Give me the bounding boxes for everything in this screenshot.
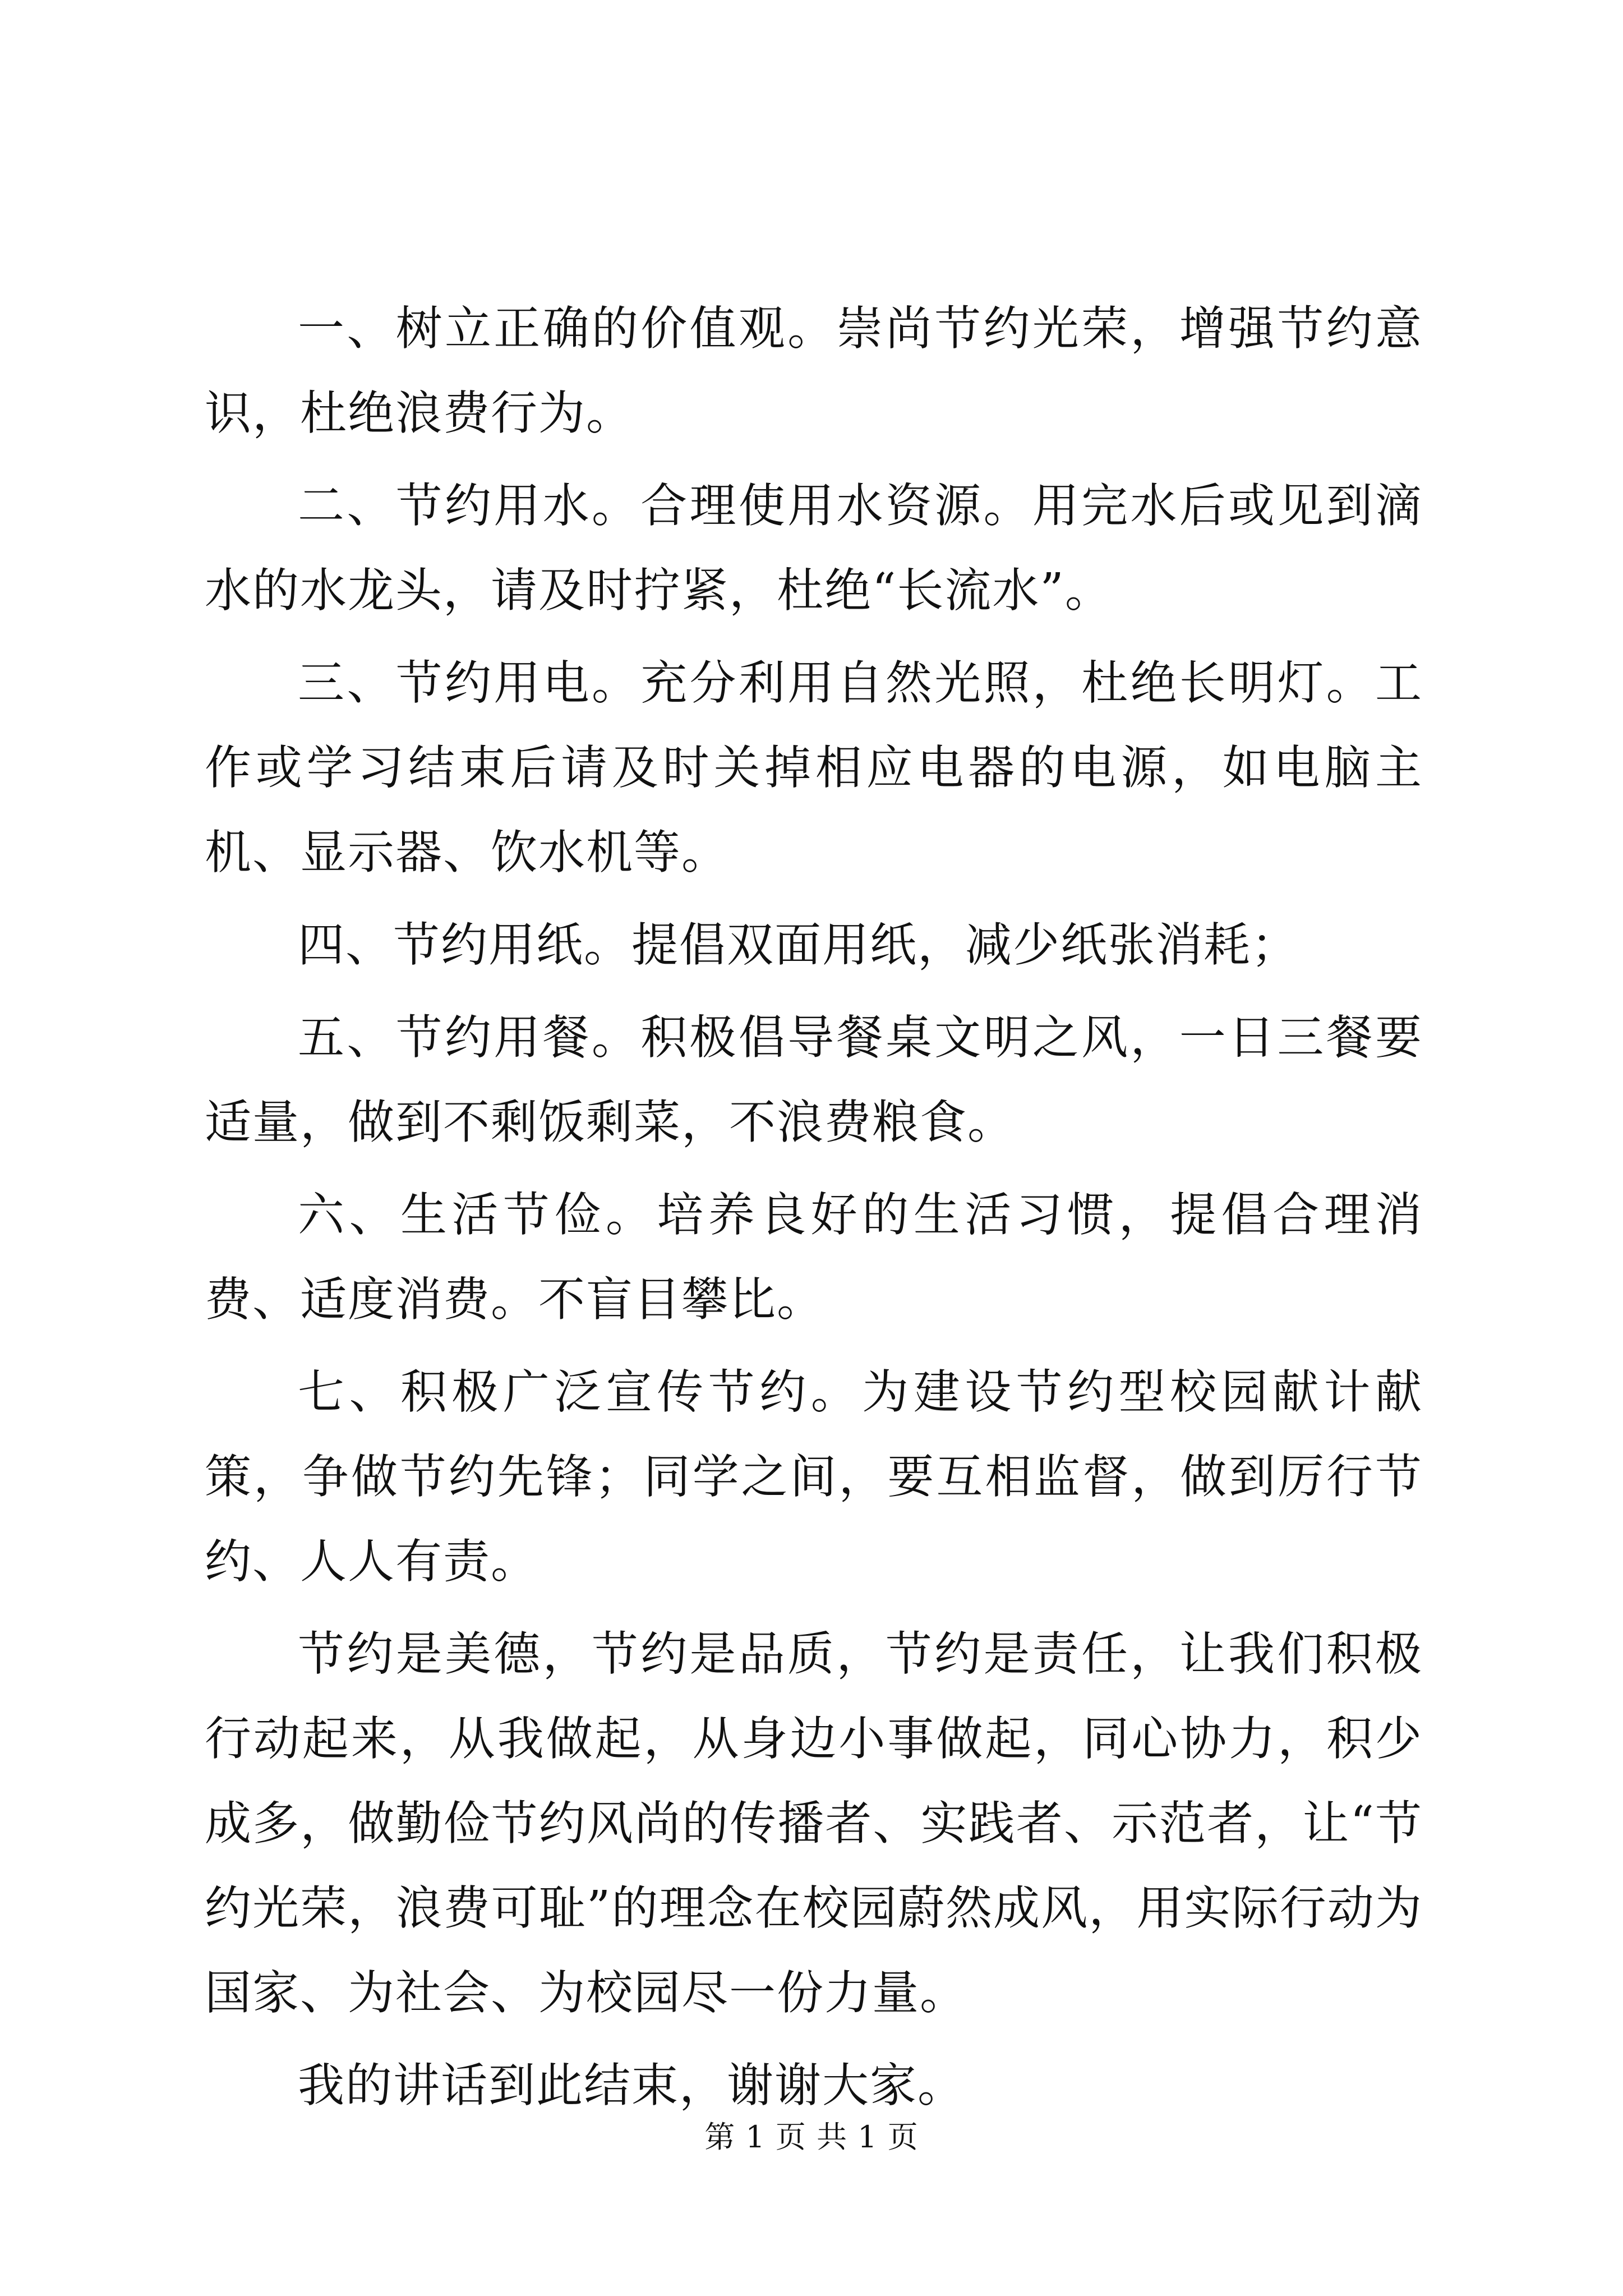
paragraph-9: 我的讲话到此结束，谢谢大家。 xyxy=(298,2058,965,2113)
paragraph-2: 二、节约用水。合理使用水资源。用完水后或见到滴水的水龙头，请及时拧紧，杜绝“长流水”。 xyxy=(205,478,1423,618)
paragraph-7: 七、积极广泛宣传节约。为建设节约型校园献计献策，争做节约先锋；同学之间，要互相监督，做到厉行节约、人人有责。 xyxy=(205,1365,1423,1589)
paragraph-5: 五、节约用餐。积极倡导餐桌文明之风，一日三餐要适量，做到不剩饭剩菜，不浪费粮食。 xyxy=(205,1010,1423,1149)
paragraph-6: 六、生活节俭。培养良好的生活习惯，提倡合理消费、适度消费。不盲目攀比。 xyxy=(205,1188,1423,1327)
document-body xyxy=(205,286,1423,2136)
paragraph-3: 三、节约用电。充分利用自然光照，杜绝长明灯。工作或学习结束后请及时关掉相应电器的电源，如电脑主机、显示器、饮水机等。 xyxy=(205,656,1423,880)
page-footer: 第 1 页 共 1 页 xyxy=(704,2119,919,2155)
paragraph-4: 四、节约用纸。提倡双面用纸，减少纸张消耗； xyxy=(298,918,1299,972)
paragraph-8: 节约是美德，节约是品质，节约是责任，让我们积极行动起来，从我做起，从身边小事做起，同心协力，积少成多，做勤俭节约风尚的传播者、实践者、示范者，让“节约光荣，浪费可耻”的理念在校园蔚然成风，用实际行动为国家、为社会、为校园尽一份力量。 xyxy=(205,1627,1423,2020)
paragraph-1: 一、树立正确的价值观。崇尚节约光荣，增强节约意识，杜绝浪费行为。 xyxy=(205,301,1423,440)
